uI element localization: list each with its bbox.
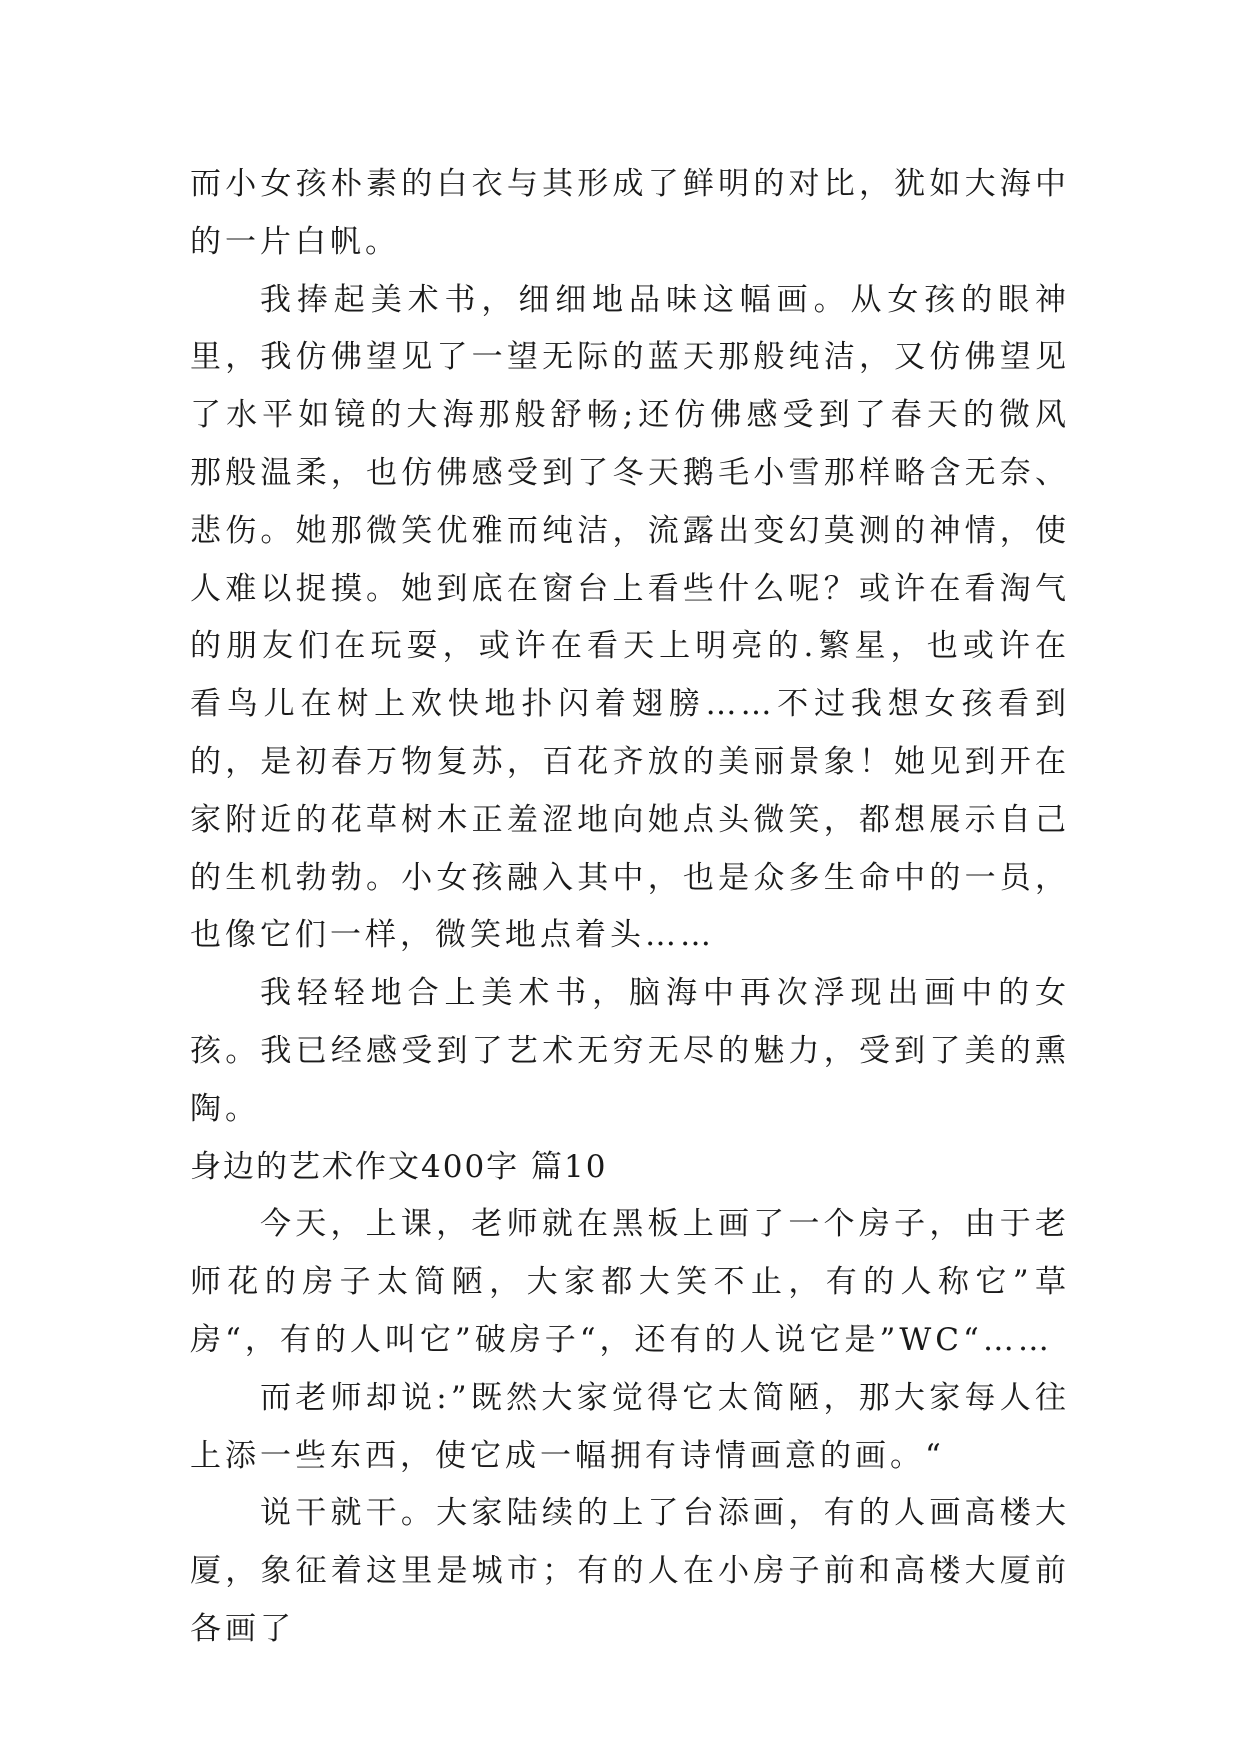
paragraph-1: 而小女孩朴素的白衣与其形成了鲜明的对比，犹如大海中的一片白帆。 <box>190 166 1070 260</box>
paragraph-6: 说干就干。大家陆续的上了台添画，有的人画高楼大厦，象征着这里是城市；有的人在小房子前和高楼大厦前各画了 <box>190 1495 1070 1647</box>
paragraph-2: 我捧起美术书，细细地品味这幅画。从女孩的眼神里，我仿佛望见了一望无际的蓝天那般纯洁，又仿佛望见了水平如镜的大海那般舒畅;还仿佛感受到了春天的微风那般温柔，也仿佛感受到了冬天鹅毛小雪那样略含无奈、悲伤。她那微笑优雅而纯洁，流露出变幻莫测的神情，使人难以捉摸。她到底在窗台上看些什么呢？或许在看淘气的朋友们在玩耍，或许在看天上明亮的.繁星，也或许在看鸟儿在树上欢快地扑闪着翅膀……不过我想女孩看到的，是初春万物复苏，百花齐放的美丽景象！她见到开在家附近的花草树木正羞涩地向她点头微笑，都想展示自己的生机勃勃。小女孩融入其中，也是众多生命中的一员，也像它们一样，微笑地点着头…… <box>190 281 1070 954</box>
paragraph-5: 而老师却说:”既然大家觉得它太简陋，那大家每人往上添一些东西，使它成一幅拥有诗情画意的画。“ <box>190 1379 1070 1474</box>
paragraph-4: 今天，上课，老师就在黑板上画了一个房子，由于老师花的房子太简陋，大家都大笑不止，有的人称它”草房“，有的人叫它”破房子“，还有的人说它是”WC“…… <box>190 1206 1070 1358</box>
document-body <box>190 156 1070 1659</box>
section-heading: 身边的艺术作文400字 篇10 <box>190 1148 608 1185</box>
paragraph-3: 我轻轻地合上美术书，脑海中再次浮现出画中的女孩。我已经感受到了艺术无穷无尽的魅力，受到了美的熏陶。 <box>190 975 1070 1127</box>
